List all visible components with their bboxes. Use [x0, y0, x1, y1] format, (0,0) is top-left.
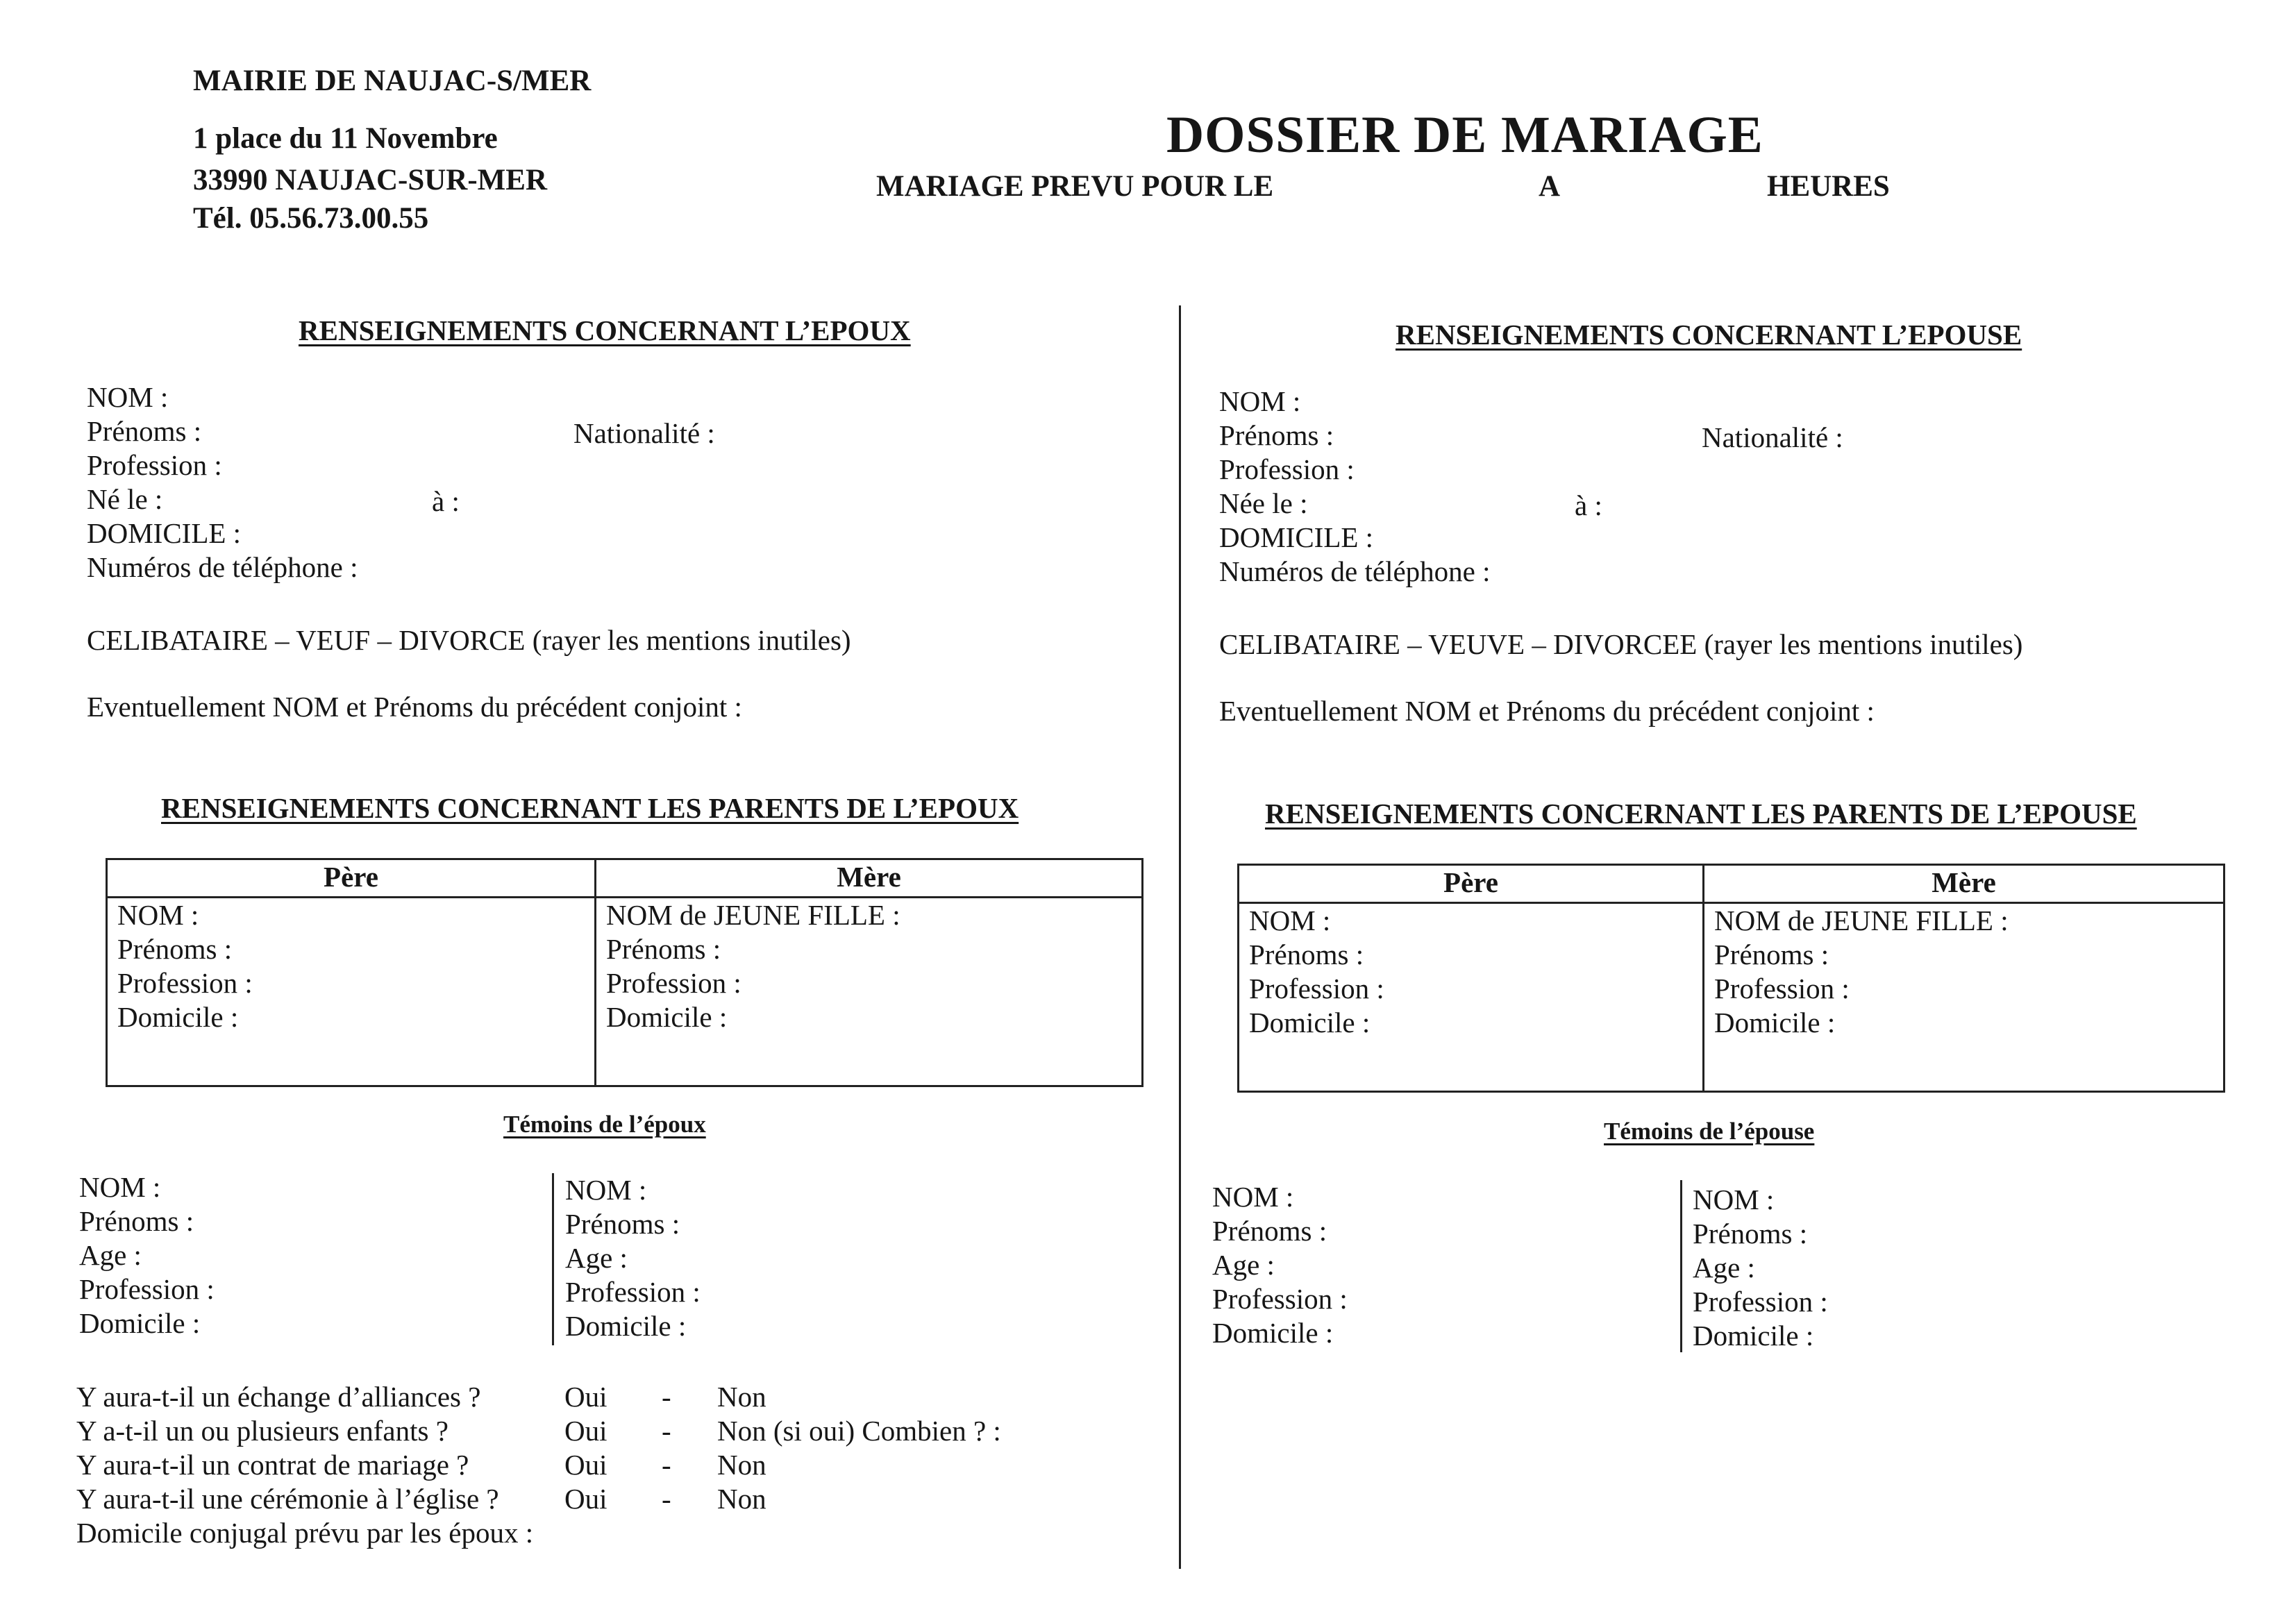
epouse-parents-table [1237, 864, 2225, 1093]
domicile-conjugal-label: Domicile conjugal prévu par les époux : [76, 1517, 534, 1549]
question-row [76, 1448, 1104, 1482]
question-text: Y aura-t-il un contrat de mariage ? [76, 1449, 469, 1481]
epouse-pere-prenoms: Prénoms : [1249, 939, 1364, 970]
epouse-temoin1-profession: Profession : [1212, 1283, 1348, 1315]
epouse-temoin2-age: Age : [1693, 1252, 1755, 1284]
epouse-mere-header: Mère [1704, 865, 2224, 903]
epoux-ne-le-label: Né le : [87, 483, 163, 515]
epoux-mere-domicile: Domicile : [606, 1001, 728, 1033]
epoux-temoins-divider [552, 1173, 554, 1345]
epoux-parents-title: RENSEIGNEMENTS CONCERNANT LES PARENTS DE L’EPOUX [161, 792, 1019, 824]
question-row [76, 1482, 1104, 1516]
questions-block [76, 1380, 1104, 1550]
epoux-profession-label: Profession : [87, 449, 222, 481]
epouse-temoin2-nom: NOM : [1693, 1184, 1775, 1216]
epoux-temoin-2 [565, 1173, 701, 1343]
page-title: DOSSIER DE MARIAGE [1166, 106, 1763, 164]
epouse-mere-cell [1704, 903, 2224, 1092]
non-option[interactable]: Non (si oui) Combien ? : [717, 1415, 1001, 1447]
epouse-mere-profession: Profession : [1714, 973, 1850, 1004]
option-separator: - [662, 1415, 671, 1447]
epoux-temoin2-age: Age : [565, 1242, 628, 1274]
epouse-nee-le-label: Née le : [1219, 487, 1308, 519]
epoux-info [87, 380, 358, 585]
epouse-domicile-label: DOMICILE : [1219, 521, 1374, 553]
question-text: Y a-t-il un ou plusieurs enfants ? [76, 1415, 449, 1447]
epoux-temoin1-domicile: Domicile : [79, 1307, 201, 1339]
planned-hours-label: HEURES [1767, 170, 1890, 203]
epoux-temoin2-nom: NOM : [565, 1174, 647, 1206]
epouse-temoins-title: Témoins de l’épouse [1604, 1118, 1815, 1145]
epouse-birthplace-label: à : [1575, 489, 1602, 521]
question-text: Y aura-t-il un échange d’alliances ? [76, 1381, 481, 1413]
epouse-temoin2-prenoms: Prénoms : [1693, 1218, 1808, 1250]
planned-a-label: A [1539, 170, 1561, 203]
epouse-pere-profession: Profession : [1249, 973, 1384, 1004]
epoux-domicile-label: DOMICILE : [87, 517, 242, 549]
epoux-temoin1-age: Age : [79, 1239, 142, 1271]
epouse-info [1219, 385, 1491, 589]
question-row [76, 1380, 1104, 1414]
epoux-mere-profession: Profession : [606, 967, 741, 999]
question-text: Y aura-t-il une cérémonie à l’église ? [76, 1483, 499, 1515]
epoux-prenoms-label: Prénoms : [87, 415, 202, 447]
epouse-temoin1-age: Age : [1212, 1249, 1275, 1281]
epouse-temoin1-nom: NOM : [1212, 1181, 1294, 1213]
epoux-temoin1-nom: NOM : [79, 1171, 161, 1203]
epouse-status: CELIBATAIRE – VEUVE – DIVORCEE (rayer les mentions inutiles) [1219, 628, 2023, 660]
epouse-pere-header: Père [1239, 865, 1704, 903]
epouse-temoin-1 [1212, 1180, 1348, 1350]
non-option[interactable]: Non [717, 1483, 766, 1515]
epoux-status: CELIBATAIRE – VEUF – DIVORCE (rayer les mentions inutiles) [87, 624, 851, 656]
non-option[interactable]: Non [717, 1381, 766, 1413]
oui-option[interactable]: Oui [564, 1415, 607, 1447]
epoux-pere-header: Père [107, 859, 596, 898]
epoux-mere-header: Mère [596, 859, 1143, 898]
option-separator: - [662, 1381, 671, 1413]
epoux-nom-label: NOM : [87, 381, 169, 413]
epouse-mere-prenoms: Prénoms : [1714, 939, 1829, 970]
epouse-temoin2-domicile: Domicile : [1693, 1320, 1814, 1352]
epoux-temoin1-prenoms: Prénoms : [79, 1205, 194, 1237]
epouse-telephone-label: Numéros de téléphone : [1219, 555, 1491, 587]
epoux-pere-prenoms: Prénoms : [117, 933, 233, 965]
epoux-mere-nom: NOM de JEUNE FILLE : [606, 899, 900, 931]
non-option[interactable]: Non [717, 1449, 766, 1481]
oui-option[interactable]: Oui [564, 1381, 607, 1413]
epouse-nom-label: NOM : [1219, 385, 1301, 417]
center-divider [1179, 305, 1181, 1569]
epoux-pere-nom: NOM : [117, 899, 199, 931]
epoux-nationalite-label: Nationalité : [573, 417, 715, 449]
epouse-profession-label: Profession : [1219, 453, 1355, 485]
epouse-parents-title: RENSEIGNEMENTS CONCERNANT LES PARENTS DE L’EPOUSE [1265, 798, 2137, 830]
epouse-pere-domicile: Domicile : [1249, 1007, 1371, 1038]
epoux-pere-profession: Profession : [117, 967, 253, 999]
option-separator: - [662, 1449, 671, 1481]
epoux-pere-cell [107, 898, 596, 1086]
epoux-birthplace-label: à : [432, 485, 460, 517]
epoux-section-title: RENSEIGNEMENTS CONCERNANT L’EPOUX [299, 314, 911, 346]
epouse-temoin1-domicile: Domicile : [1212, 1317, 1334, 1349]
epouse-temoin-2 [1693, 1183, 1828, 1353]
epouse-pere-cell [1239, 903, 1704, 1092]
mairie-phone: Tél. 05.56.73.00.55 [193, 202, 429, 235]
epouse-section-title: RENSEIGNEMENTS CONCERNANT L’EPOUSE [1396, 319, 2022, 351]
mairie-city: 33990 NAUJAC-SUR-MER [193, 164, 547, 196]
planned-date-label: MARIAGE PREVU POUR LE [876, 170, 1274, 203]
option-separator: - [662, 1483, 671, 1515]
oui-option[interactable]: Oui [564, 1449, 607, 1481]
epoux-temoin-1 [79, 1170, 215, 1340]
epouse-temoins-divider [1680, 1180, 1682, 1352]
epouse-prenoms-label: Prénoms : [1219, 419, 1334, 451]
epoux-temoins-title: Témoins de l’époux [503, 1111, 706, 1138]
mairie-address: 1 place du 11 Novembre [193, 122, 498, 155]
epoux-temoin1-profession: Profession : [79, 1273, 215, 1305]
epoux-telephone-label: Numéros de téléphone : [87, 551, 358, 583]
epoux-temoin2-prenoms: Prénoms : [565, 1208, 680, 1240]
epouse-temoin2-profession: Profession : [1693, 1286, 1828, 1318]
epouse-pere-nom: NOM : [1249, 905, 1331, 936]
epouse-mere-nom: NOM de JEUNE FILLE : [1714, 905, 2009, 936]
epoux-parents-table [106, 858, 1143, 1087]
epouse-mere-domicile: Domicile : [1714, 1007, 1836, 1038]
epouse-nationalite-label: Nationalité : [1702, 421, 1843, 453]
epoux-previous-spouse: Eventuellement NOM et Prénoms du précédent conjoint : [87, 691, 742, 723]
epouse-previous-spouse: Eventuellement NOM et Prénoms du précédent conjoint : [1219, 695, 1875, 727]
question-row [76, 1414, 1104, 1448]
epoux-temoin2-domicile: Domicile : [565, 1310, 687, 1342]
epoux-mere-cell [596, 898, 1143, 1086]
epoux-pere-domicile: Domicile : [117, 1001, 239, 1033]
epouse-temoin1-prenoms: Prénoms : [1212, 1215, 1327, 1247]
question-row [76, 1516, 1104, 1550]
mairie-name: MAIRIE DE NAUJAC-S/MER [193, 65, 592, 97]
oui-option[interactable]: Oui [564, 1483, 607, 1515]
epoux-mere-prenoms: Prénoms : [606, 933, 721, 965]
epoux-temoin2-profession: Profession : [565, 1276, 701, 1308]
